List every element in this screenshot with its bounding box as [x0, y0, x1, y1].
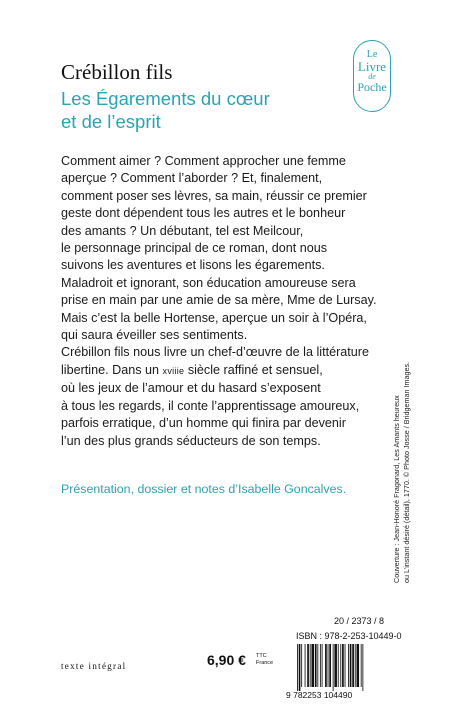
century-numeral: xviiie — [162, 365, 185, 376]
publisher-logo — [353, 40, 391, 112]
logo-poche: Poche — [357, 80, 387, 94]
isbn: ISBN : 978-2-253-10449-0 — [296, 631, 402, 641]
blurb-line: Maladroit et ignorant, son éducation amoureuse sera — [61, 275, 356, 290]
barcode-bar — [320, 644, 321, 687]
blurb-text — [61, 153, 391, 450]
barcode-bar — [348, 644, 349, 687]
presentation-credit: Présentation, dossier et notes d’Isabelle Goncalves. — [61, 482, 347, 496]
blurb-line — [61, 362, 391, 380]
logo-de: de — [368, 72, 376, 81]
cover-credit — [392, 362, 412, 583]
barcode-bar — [317, 644, 318, 687]
price-tax-note — [256, 653, 273, 667]
logo-livre: Livre — [357, 59, 387, 74]
cover-credit-line-2: ou L’instant désiré (détail), 1770. © Photo Josse / Bridgeman Images. — [402, 361, 411, 583]
blurb-line: aperçue ? Comment l’aborder ? Et, finalement, — [61, 171, 323, 186]
blurb-line: parfois erratique, d’un homme qui finira par devenir — [61, 416, 346, 431]
price: 6,90 € — [207, 652, 246, 668]
blurb-line: Crébillon fils nous livre un chef-d’œuvre de la littérature — [61, 345, 369, 360]
blurb-line: des amants ? Un débutant, tel est Meilcour, — [61, 223, 304, 238]
blurb-line-tail: siècle raffiné et sensuel, — [184, 362, 323, 377]
blurb-line: qui saura éveiller ses sentiments. — [61, 328, 248, 343]
barcode-bar — [357, 644, 360, 687]
barcode-bar — [355, 644, 356, 687]
cover-credit-line-1: Couverture : Jean-Honoré Fragonard, Les Amants heureux — [392, 395, 401, 583]
blurb-line: prise en main par une amie de sa mère, Mme de Lursay. — [61, 293, 377, 308]
barcode-bar — [334, 644, 337, 687]
barcode-bar — [301, 644, 302, 687]
logo-le: Le — [366, 49, 378, 60]
blurb-line: l’un des plus grands séducteurs de son temps. — [61, 433, 321, 448]
barcode-bar — [322, 644, 323, 687]
barcode-bar — [342, 644, 344, 687]
barcode-bar — [329, 644, 331, 687]
blurb-line: Comment aimer ? Comment approcher une femme — [61, 154, 346, 168]
blurb-line: Mais c’est la belle Hortense, aperçue un soir à l’Opéra, — [61, 310, 367, 325]
barcode-digits: 9 782253 104490 — [286, 690, 353, 700]
barcode-bar — [340, 644, 341, 687]
book-title — [61, 87, 270, 133]
price-ttc: TTC — [256, 653, 267, 659]
blurb-line-head: libertine. Dans un — [61, 362, 163, 377]
barcode — [296, 644, 392, 691]
barcode-bar — [333, 644, 334, 691]
barcode-bar — [350, 644, 352, 687]
book-title-line-2: et de l’esprit — [61, 111, 161, 132]
blurb-line: le personnage principal de ce roman, dont nous — [61, 241, 328, 256]
book-title-line-1: Les Égarements du cœur — [61, 88, 270, 109]
catalog-number: 20 / 2373 / 8 — [334, 616, 385, 626]
barcode-bar — [299, 644, 301, 691]
blurb-line: où les jeux de l’amour et du hasard s’exposent — [61, 381, 321, 396]
barcode-bar — [311, 644, 314, 687]
blurb-line: à tous les regards, il conte l’apprentissage amoureux, — [61, 398, 360, 413]
blurb-line: geste dont dépendent tous les autres et le bonheur — [61, 206, 346, 221]
blurb-line: comment poser ses lèvres, sa main, réussir ce premier — [61, 188, 367, 203]
author-name: Crébillon fils — [61, 60, 173, 84]
barcode-bars — [296, 644, 392, 691]
barcode-bar — [345, 644, 346, 687]
blurb-line: suivons les aventures et lisons les égarements. — [61, 258, 325, 273]
barcode-bar — [310, 644, 311, 687]
barcode-bar — [328, 644, 329, 687]
barcode-bar — [362, 644, 363, 691]
barcode-bar — [325, 644, 327, 687]
barcode-bar — [338, 644, 339, 687]
barcode-bar — [297, 644, 298, 691]
barcode-bar — [361, 644, 362, 687]
texte-integral-label: texte intégral — [61, 661, 127, 671]
barcode-bar — [315, 644, 317, 687]
price-france: France — [256, 660, 274, 666]
barcode-bar — [352, 644, 354, 687]
barcode-bar — [307, 644, 309, 687]
barcode-bar — [305, 644, 306, 687]
